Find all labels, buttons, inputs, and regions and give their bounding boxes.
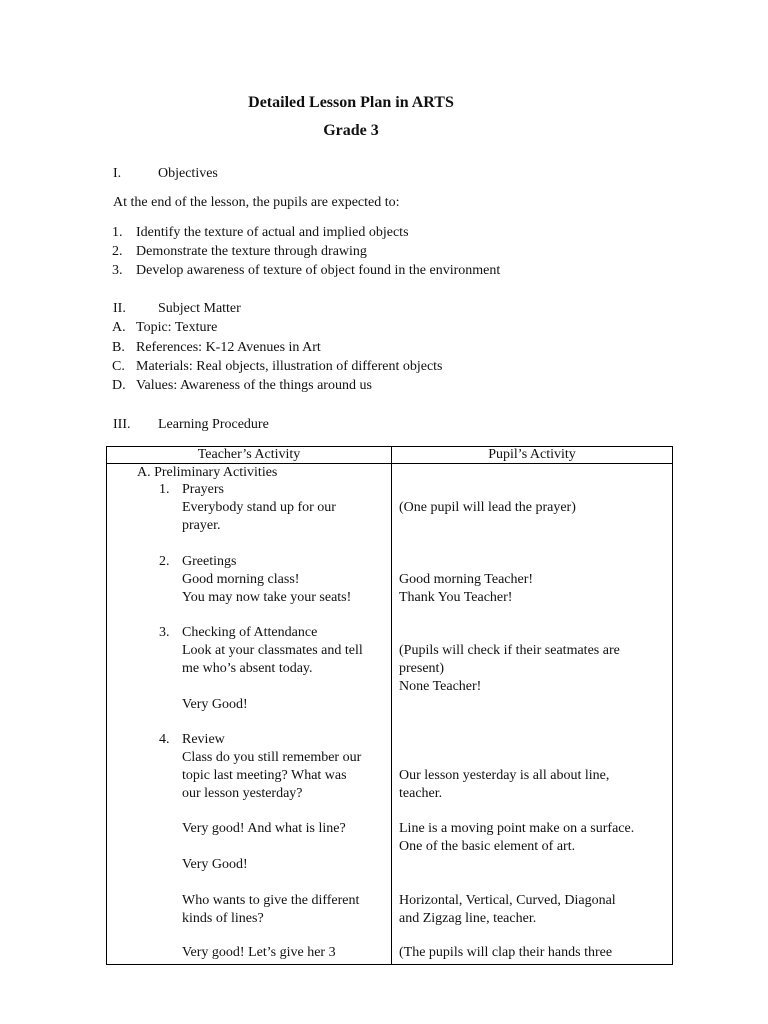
section-heading: Learning Procedure (158, 417, 269, 432)
item-text: References: K-12 Avenues in Art (136, 340, 321, 355)
document-title: Detailed Lesson Plan in ARTS (248, 94, 454, 111)
step-title-prayers: Prayers (182, 482, 224, 497)
teacher-line: Who wants to give the different (182, 893, 360, 908)
pupil-line: Good morning Teacher! (399, 572, 534, 587)
pupil-line: present) (399, 661, 445, 676)
item-number: 2. (112, 244, 123, 259)
step-number: 4. (159, 732, 170, 747)
teacher-line: kinds of lines? (182, 911, 264, 926)
item-letter: B. (112, 340, 125, 355)
item-letter: A. (112, 320, 126, 335)
item-number: 3. (112, 263, 123, 278)
pupil-line: Line is a moving point make on a surface. (399, 821, 635, 836)
step-title-greetings: Greetings (182, 554, 237, 569)
pupil-activity-cell (392, 464, 673, 965)
section-numeral: III. (113, 417, 131, 432)
item-text: Materials: Real objects, illustration of different objects (136, 359, 443, 374)
teacher-line: Very good! Let’s give her 3 (182, 945, 336, 960)
item-letter: C. (112, 359, 125, 374)
teacher-line: Very good! And what is line? (182, 821, 346, 836)
teacher-line: Very Good! (182, 697, 248, 712)
procedure-table (106, 446, 673, 965)
teacher-line: our lesson yesterday? (182, 786, 303, 801)
teacher-line: Class do you still remember our (182, 750, 362, 765)
step-number: 2. (159, 554, 170, 569)
step-title-review: Review (182, 732, 225, 747)
table-row (107, 464, 673, 965)
teacher-line: Very Good! (182, 857, 248, 872)
teacher-activity-cell (107, 464, 392, 965)
pupil-activity-header: Pupil’s Activity (392, 447, 673, 464)
table-header-row (107, 447, 673, 464)
teacher-line: You may now take your seats! (182, 590, 352, 605)
step-title-attendance: Checking of Attendance (182, 625, 318, 640)
item-text: Develop awareness of texture of object found in the environment (136, 263, 501, 278)
pupil-line: None Teacher! (399, 679, 482, 694)
item-text: Identify the texture of actual and implied objects (136, 225, 409, 240)
teacher-line: Everybody stand up for our (182, 500, 336, 515)
pupil-line: Horizontal, Vertical, Curved, Diagonal (399, 893, 616, 908)
pupil-line: Thank You Teacher! (399, 590, 513, 605)
pupil-line: (The pupils will clap their hands three (399, 945, 613, 960)
pupil-line: Our lesson yesterday is all about line, (399, 768, 610, 783)
pupil-line: teacher. (399, 786, 443, 801)
teacher-activity-header: Teacher’s Activity (107, 447, 392, 464)
section-numeral: I. (113, 166, 122, 181)
item-letter: D. (112, 378, 126, 393)
teacher-line: prayer. (182, 518, 221, 533)
teacher-line: Look at your classmates and tell (182, 643, 363, 658)
step-number: 1. (159, 482, 170, 497)
section-heading: Subject Matter (158, 301, 241, 316)
preliminary-activities-label: A. Preliminary Activities (137, 465, 278, 480)
item-number: 1. (112, 225, 123, 240)
item-text: Values: Awareness of the things around us (136, 378, 372, 393)
objectives-intro: At the end of the lesson, the pupils are expected to: (113, 195, 400, 210)
item-text: Topic: Texture (136, 320, 218, 335)
section-heading: Objectives (158, 166, 218, 181)
item-text: Demonstrate the texture through drawing (136, 244, 367, 259)
pupil-line: (One pupil will lead the prayer) (399, 500, 576, 515)
pupil-line: (Pupils will check if their seatmates are (399, 643, 620, 658)
document-subtitle: Grade 3 (323, 122, 379, 139)
pupil-line: and Zigzag line, teacher. (399, 911, 537, 926)
step-number: 3. (159, 625, 170, 640)
section-numeral: II. (113, 301, 126, 316)
pupil-line: One of the basic element of art. (399, 839, 576, 854)
teacher-line: Good morning class! (182, 572, 300, 587)
teacher-line: topic last meeting? What was (182, 768, 347, 783)
teacher-line: me who’s absent today. (182, 661, 313, 676)
